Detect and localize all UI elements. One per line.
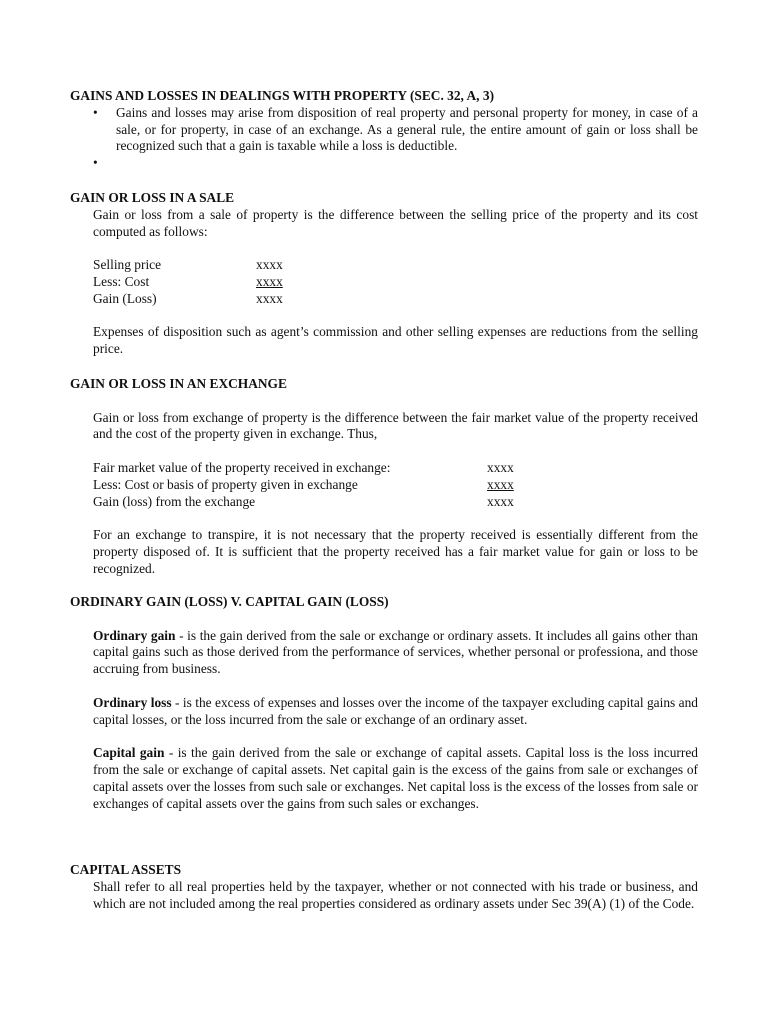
- sale-expenses-paragraph: Expenses of disposition such as agent’s commission and other selling expenses are reductions from the selling price.: [93, 324, 698, 357]
- sale-row-less-cost: Less: Cost xxxx: [93, 273, 283, 289]
- section-ordinary-vs-capital: [70, 594, 698, 812]
- heading-gains-losses-property: GAINS AND LOSSES IN DEALINGS WITH PROPERTY (SEC. 32, A, 3): [70, 88, 495, 103]
- section-gains-losses-property: [70, 88, 698, 172]
- heading-ordinary-vs-capital: ORDINARY GAIN (LOSS) V. CAPITAL GAIN (LOSS): [70, 594, 389, 609]
- sale-row-gain-loss: Gain (Loss) xxxx: [93, 290, 283, 306]
- ordinary-loss-term: Ordinary loss: [93, 694, 172, 710]
- ordinary-gain-definition: Ordinary gain - is the gain derived from the sale or exchange or ordinary assets. It includes all gains other than capital gains such as those derived from the performance of services, whether personal or professiona, and those accruing from business.: [93, 627, 699, 677]
- heading-gain-loss-sale: GAIN OR LOSS IN A SALE: [70, 190, 235, 205]
- bullet-item-1: • Gains and losses may arise from disposition of real property and personal property for money, in case of a sale, or for property, in case of an exchange. As a general rule, the entire amount of gain or loss shall be recognized such that a gain is taxable while a loss is deductible.: [116, 105, 698, 155]
- exchange-transpire-paragraph: For an exchange to transpire, it is not necessary that the property received is essentially different from the property disposed of. It is sufficient that the property received has a fair market value for gain or loss to be recognized.: [93, 527, 698, 576]
- exchange-row-fmv: Fair market value of the property received in exchange: xxxx: [93, 459, 514, 475]
- exchange-row-less-cost: Less: Cost or basis of property given in exchange xxxx: [93, 476, 514, 492]
- heading-gain-loss-exchange: GAIN OR LOSS IN AN EXCHANGE: [70, 376, 287, 391]
- capital-gain-definition: Capital gain - is the gain derived from the sale or exchange of capital assets. Capital loss is the loss incurred from the sale or exchange of capital assets. Net capital gain is the excess of the gains from sale or exchanges of capital assets over the losses from such sale or exchanges. Net capital loss is the excess of the losses from sale or exchanges of capital assets over the gains from such sales or exchanges.: [93, 745, 698, 811]
- section-gain-loss-sale: [70, 190, 698, 358]
- ordinary-loss-definition: Ordinary loss - is the excess of expenses and losses over the income of the taxpayer excluding capital gains and capital losses, or the loss incurred from the sale or exchange of an ordinary asset.: [93, 694, 698, 727]
- sale-row-selling-price: Selling price xxxx: [93, 257, 283, 273]
- capital-gain-term: Capital gain: [93, 745, 165, 761]
- bullet-list: [70, 105, 698, 172]
- section-capital-assets: [70, 862, 698, 912]
- exchange-row-gain-loss: Gain (loss) from the exchange xxxx: [93, 493, 514, 509]
- section-gain-loss-exchange: [70, 376, 698, 578]
- ordinary-gain-term: Ordinary gain: [93, 627, 176, 643]
- exchange-intro-paragraph: Gain or loss from exchange of property is the difference between the fair market value of the property received and the cost of the property given in exchange. Thus,: [93, 409, 698, 442]
- heading-capital-assets: CAPITAL ASSETS: [70, 862, 182, 877]
- sale-intro-paragraph: Gain or loss from a sale of property is the difference between the selling price of the property and its cost computed as follows:: [93, 206, 698, 239]
- bullet-item-2: [116, 155, 698, 172]
- capital-assets-paragraph: Shall refer to all real properties held by the taxpayer, whether or not connected with his trade or business, and which are not included among the real properties considered as ordinary assets under Sec 39(A) (1) of the Code.: [93, 878, 698, 911]
